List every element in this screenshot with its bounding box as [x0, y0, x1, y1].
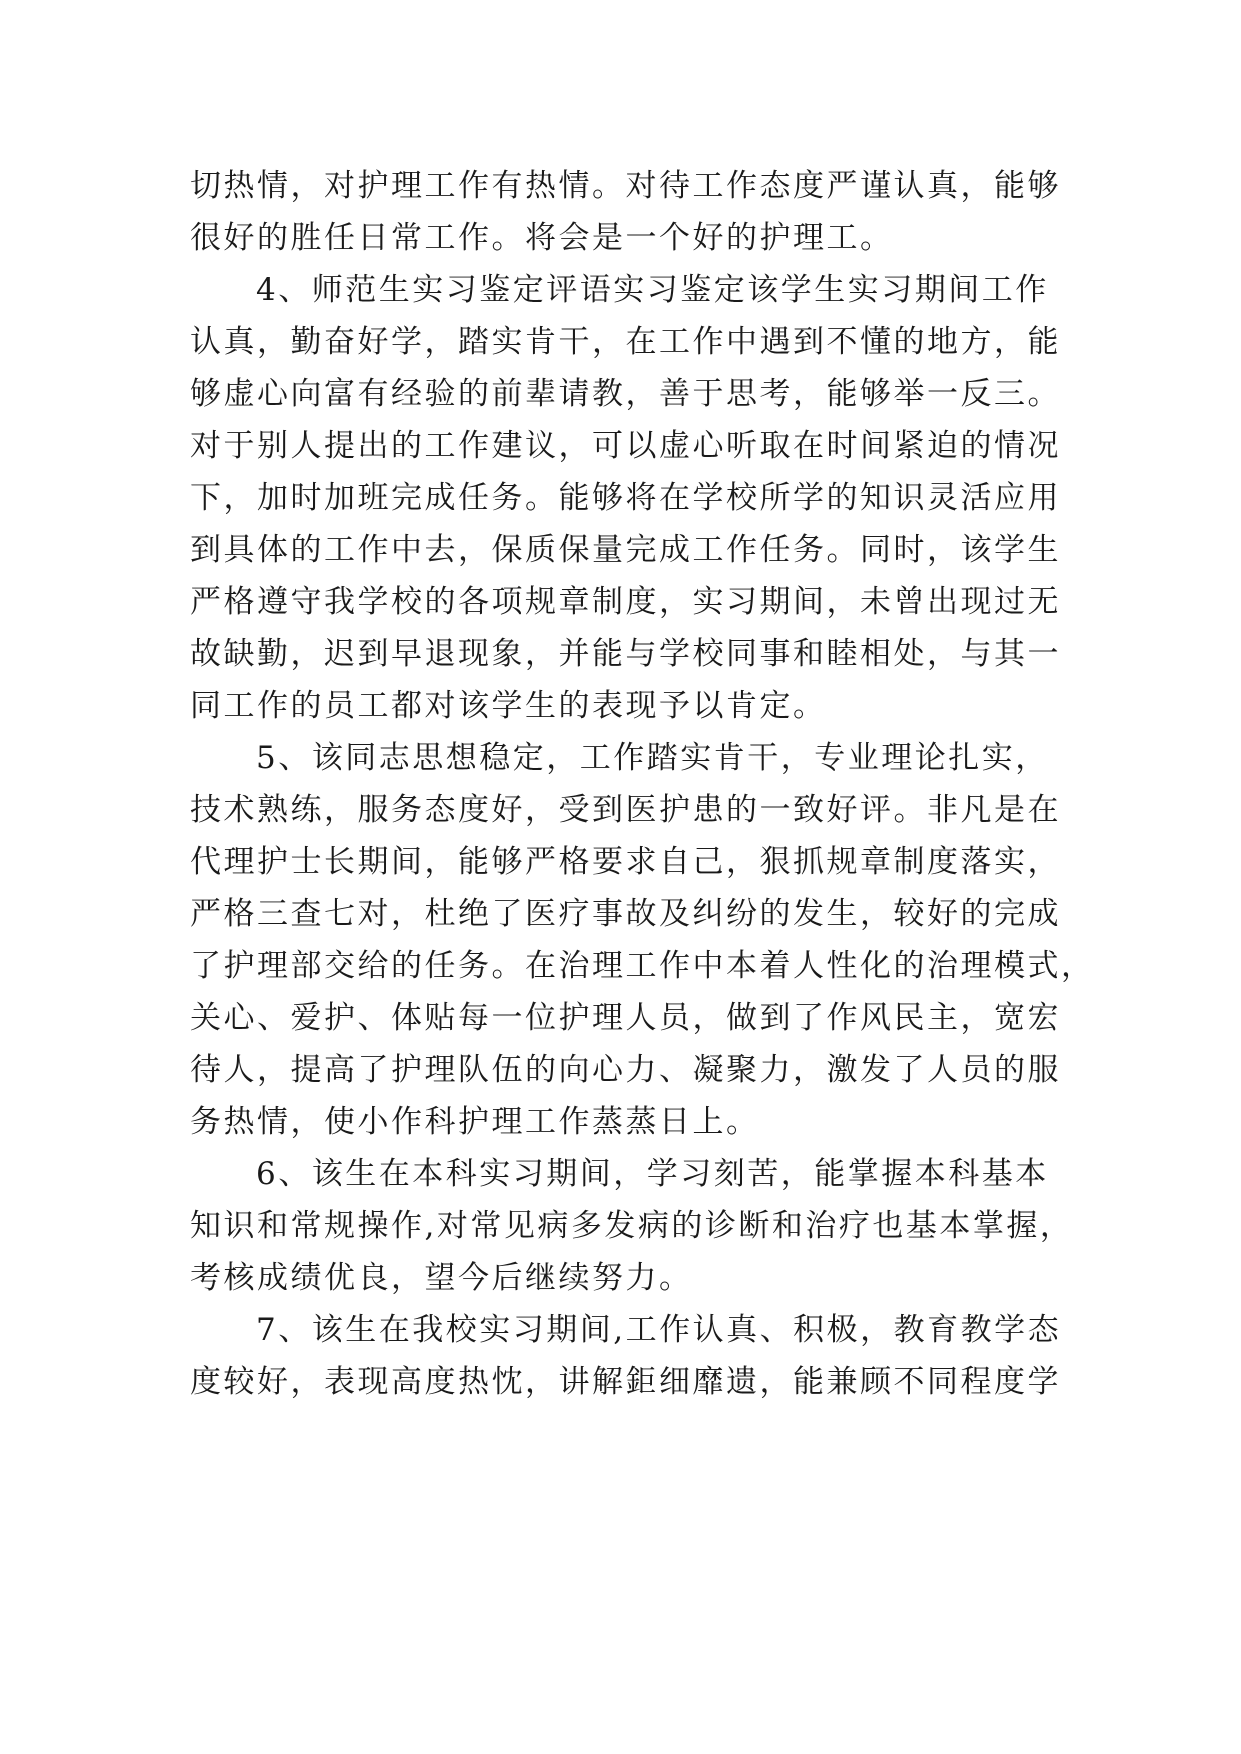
- text-line: 考核成绩优良，望今后继续努力。: [190, 1260, 693, 1296]
- text-line: 严格遵守我学校的各项规章制度，实习期间，未曾出现过无: [190, 584, 1061, 620]
- text-line: 够虚心向富有经验的前辈请教，善于思考，能够举一反三。: [190, 376, 1061, 412]
- text-line: 同工作的员工都对该学生的表现予以肯定。: [190, 688, 827, 724]
- text-line: 务热情，使小作科护理工作蒸蒸日上。: [190, 1104, 760, 1140]
- text-line: 到具体的工作中去，保质保量完成工作任务。同时，该学生: [190, 532, 1061, 568]
- document-body: [190, 160, 1095, 1408]
- text-line: 代理护士长期间，能够严格要求自己，狠抓规章制度落实，: [190, 844, 1061, 880]
- text-line: 待人，提高了护理队伍的向心力、凝聚力，激发了人员的服: [190, 1052, 1061, 1088]
- text-line: 关心、爱护、体贴每一位护理人员，做到了作风民主，宽宏: [190, 1000, 1061, 1036]
- text-line: 对于别人提出的工作建议，可以虚心听取在时间紧迫的情况: [190, 428, 1061, 464]
- text-line: 很好的胜任日常工作。将会是一个好的护理工。: [190, 220, 894, 256]
- paragraph-start-line: 6、该生在本科实习期间，学习刻苦，能掌握本科基本: [256, 1156, 1049, 1192]
- text-line: 度较好，表现高度热忱，讲解鉅细靡遗，能兼顾不同程度学: [190, 1364, 1061, 1400]
- text-line: 认真，勤奋好学，踏实肯干，在工作中遇到不懂的地方，能: [190, 324, 1061, 360]
- text-line: 严格三查七对，杜绝了医疗事故及纠纷的发生，较好的完成: [190, 896, 1061, 932]
- text-line: 下，加时加班完成任务。能够将在学校所学的知识灵活应用: [190, 480, 1061, 516]
- paragraph-start-line: 7、该生在我校实习期间,工作认真、积极，教育教学态: [256, 1312, 1062, 1348]
- text-line: 了护理部交给的任务。在治理工作中本着人性化的治理模式，: [190, 948, 1095, 984]
- text-line: 故缺勤，迟到早退现象，并能与学校同事和睦相处，与其一: [190, 636, 1061, 672]
- text-line: 知识和常规操作,对常见病多发病的诊断和治疗也基本掌握，: [190, 1208, 1074, 1244]
- paragraph-start-line: 5、该同志思想稳定，工作踏实肯干，专业理论扎实，: [256, 740, 1049, 776]
- text-line: 技术熟练，服务态度好，受到医护患的一致好评。非凡是在: [190, 792, 1061, 828]
- text-line: 切热情，对护理工作有热情。对待工作态度严谨认真，能够: [190, 168, 1061, 204]
- paragraph-start-line: 4、师范生实习鉴定评语实习鉴定该学生实习期间工作: [256, 272, 1049, 308]
